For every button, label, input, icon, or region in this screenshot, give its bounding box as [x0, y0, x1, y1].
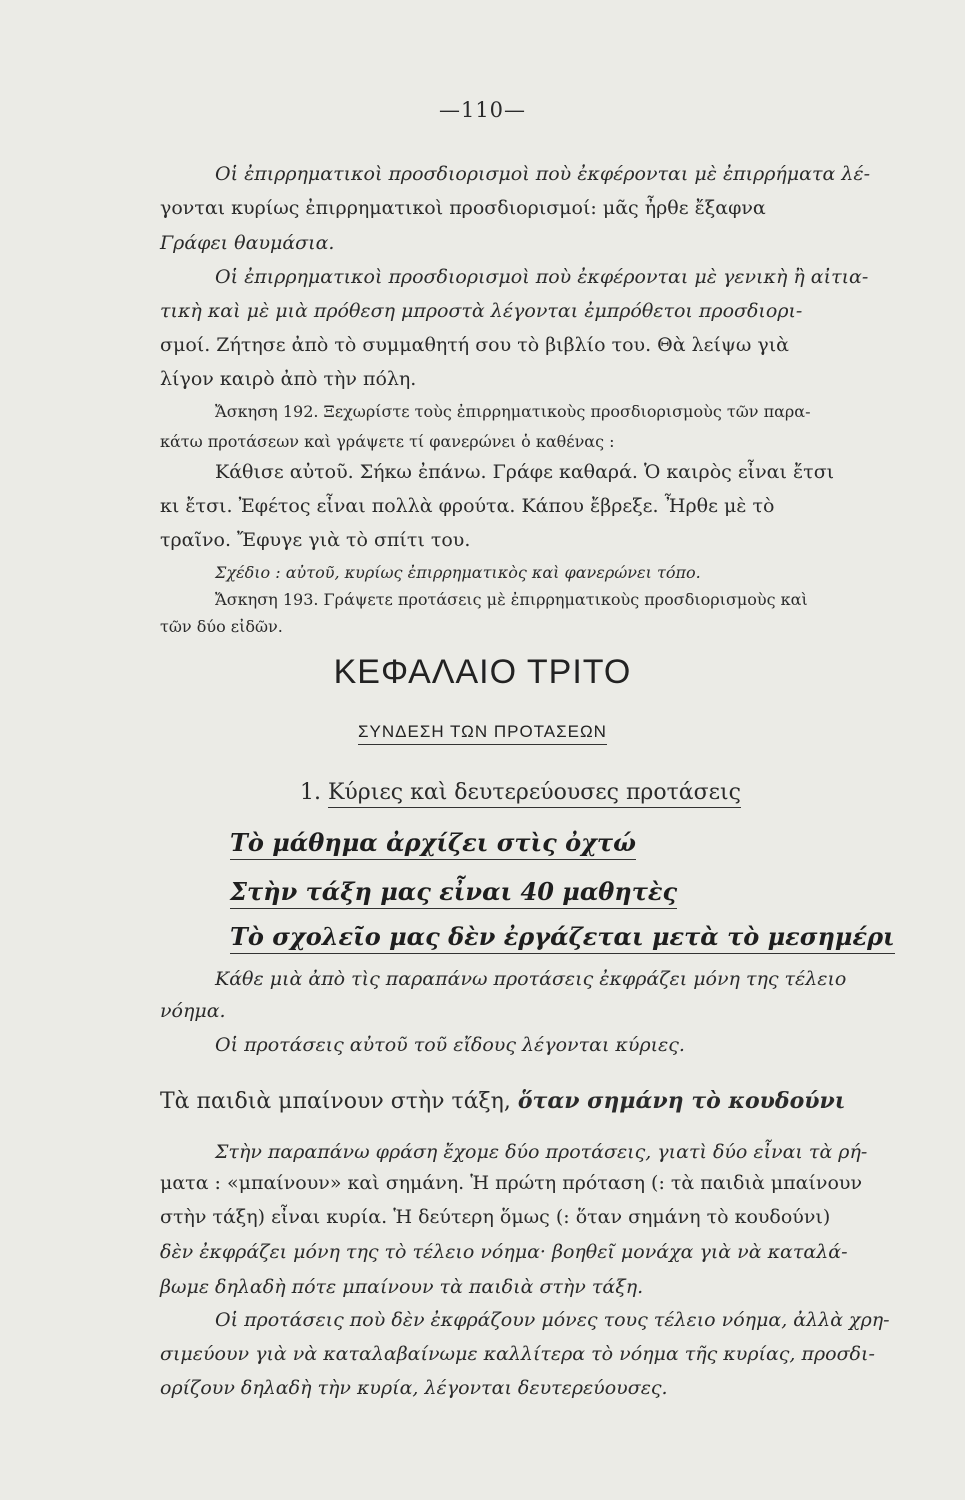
chapter-title: ΚΕΦΑΛΑΙΟ ΤΡΙΤΟ — [333, 653, 632, 691]
analysis-line: ορίζουν δηλαδὴ τὴν κυρία, λέγονται δευτερεύουσες. — [160, 1377, 668, 1399]
exercise-192-line: κι ἔτσι. Ἐφέτος εἶναι πολλὰ φρούτα. Κάπου ἔβρεξε. Ἦρθε μὲ τὸ — [160, 495, 775, 517]
intro-line: σμοί. Ζήτησε ἀπὸ τὸ συμμαθητή σου τὸ βιβλίο του. Θὰ λείψω γιὰ — [160, 334, 790, 356]
exercise-193-line: Ἄσκηση 193. Γράψετε προτάσεις μὲ ἐπιρρηματικοὺς προσδιορισμοὺς καὶ — [215, 590, 808, 609]
section-title — [0, 722, 965, 742]
explanation-line: Οἱ προτάσεις αὐτοῦ τοῦ εἴδους λέγονται κύριες. — [215, 1034, 685, 1056]
subsection-heading — [300, 780, 741, 805]
exercise-192-line: Ἄσκηση 192. Ξεχωρίστε τοὺς ἐπιρρηματικοὺς προσδιορισμοὺς τῶν παρα- — [215, 402, 811, 421]
analysis-line: σιμεύουν γιὰ νὰ καταλαβαίνωμε καλλίτερα τὸ νόημα τῆς κυρίας, προσδι- — [160, 1343, 875, 1365]
key-sentence — [160, 1088, 845, 1114]
analysis-line: Οἱ προτάσεις ποὺ δὲν ἐκφράζουν μόνες τους τέλειο νόημα, ἀλλὰ χρη- — [215, 1309, 890, 1331]
analysis-line: ματα : «μπαίνουν» καὶ σημάνη. Ἡ πρώτη πρόταση (: τὰ παιδιὰ μπαίνουν — [160, 1172, 863, 1194]
exercise-192-line: Κάθισε αὐτοῦ. Σήκω ἐπάνω. Γράφε καθαρά. Ὁ καιρὸς εἶναι ἔτσι — [215, 461, 835, 483]
example-sentence — [230, 922, 895, 951]
section-title-text: ΣΥΝΔΕΣΗ ΤΩΝ ΠΡΟΤΑΣΕΩΝ — [358, 722, 607, 745]
intro-line: Οἱ ἐπιρρηματικοὶ προσδιορισμοὶ ποὺ ἐκφέρονται μὲ ἐπιρρήματα λέ- — [215, 163, 871, 185]
analysis-line: δὲν ἐκφράζει μόνη της τὸ τέλειο νόημα· βοηθεῖ μονάχα γιὰ νὰ καταλά- — [160, 1241, 848, 1263]
analysis-line: βωμε δηλαδὴ πότε μπαίνουν τὰ παιδιὰ στὴν τάξη. — [160, 1276, 644, 1298]
intro-line: Οἱ ἐπιρρηματικοὶ προσδιορισμοὶ ποὺ ἐκφέρονται μὲ γενικὴ ἢ αἰτια- — [215, 266, 869, 288]
example-text: Τὸ μάθημα ἀρχίζει στὶς ὀχτώ — [230, 828, 636, 860]
analysis-line: στὴν τάξη) εἶναι κυρία. Ἡ δεύτερη ὅμως (: ὅταν σημάνη τὸ κουδούνι) — [160, 1206, 831, 1228]
exercise-192-line: κάτω προτάσεων καὶ γράψετε τί φανερώνει ὁ καθένας : — [160, 432, 615, 451]
key-sentence-main: Τὰ παιδιὰ μπαίνουν στὴν τάξη, — [160, 1089, 511, 1114]
subsection-title: Κύριες καὶ δευτερεύουσες προτάσεις — [328, 780, 741, 808]
intro-line: Γράφει θαυμάσια. — [160, 232, 335, 254]
explanation-line: νόημα. — [160, 1000, 226, 1022]
example-text: Στὴν τάξη μας εἶναι 40 μαθητὲς — [230, 877, 677, 909]
exercise-192-sketch: Σχέδιο : αὐτοῦ, κυρίως ἐπιρρηματικὸς καὶ φανερώνει τόπο. — [215, 563, 701, 582]
intro-line: λίγον καιρὸ ἀπὸ τὴν πόλη. — [160, 368, 417, 390]
example-sentence — [230, 877, 677, 906]
key-sentence-secondary: ὅταν σημάνη τὸ κουδούνι — [517, 1088, 846, 1114]
analysis-line: Στὴν παραπάνω φράση ἔχομε δύο προτάσεις, γιατὶ δύο εἶναι τὰ ρή- — [215, 1141, 868, 1163]
exercise-192-line: τραῖνο. Ἔφυγε γιὰ τὸ σπίτι του. — [160, 529, 471, 551]
page-number: —110— — [438, 98, 527, 122]
exercise-193-line: τῶν δύο εἰδῶν. — [160, 617, 283, 636]
example-text: Τὸ σχολεῖο μας δὲν ἐργάζεται μετὰ τὸ μεσημέρι — [230, 922, 895, 954]
subsection-number: 1. — [300, 780, 321, 805]
example-sentence — [230, 828, 636, 857]
explanation-line: Κάθε μιὰ ἀπὸ τὶς παραπάνω προτάσεις ἐκφράζει μόνη της τέλειο — [215, 968, 847, 990]
intro-line: γονται κυρίως ἐπιρρηματικοὶ προσδιορισμοί: μᾶς ἦρθε ἔξαφνα — [160, 197, 766, 219]
intro-line: τικὴ καὶ μὲ μιὰ πρόθεση μπροστὰ λέγονται ἐμπρόθετοι προσδιορι- — [160, 300, 803, 322]
